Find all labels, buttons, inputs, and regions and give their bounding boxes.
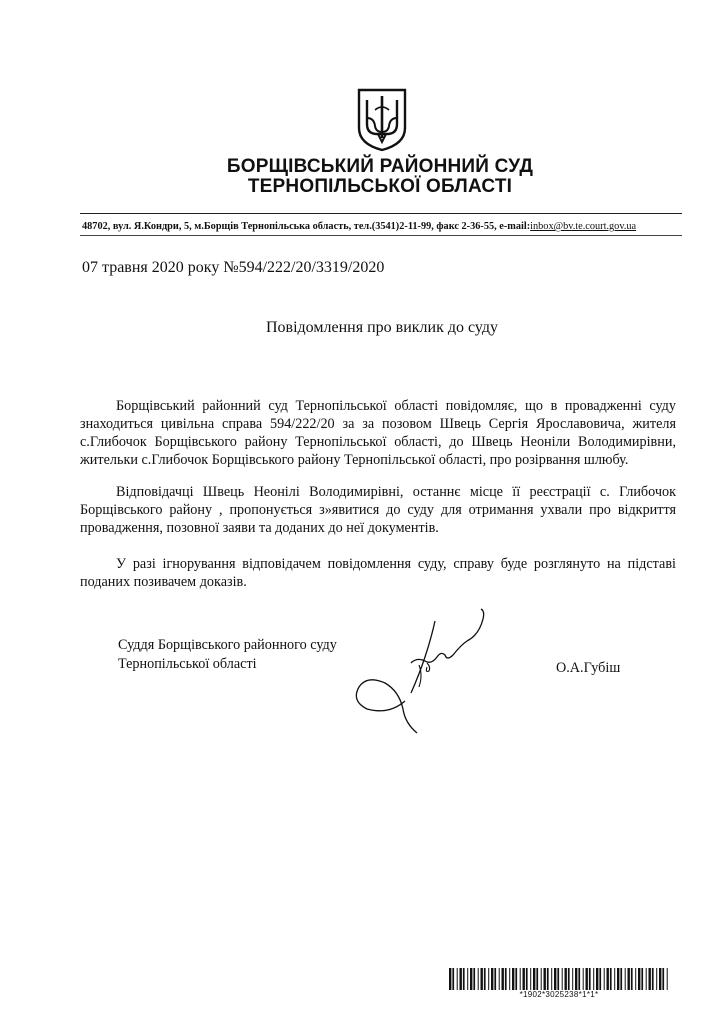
court-email-link[interactable]: inbox@bv.te.court.gov.ua [530, 221, 637, 232]
court-address [82, 221, 682, 232]
paragraph-3-text: У разі ігнорування відповідачем повідомлення суду, справу буде розглянуто на підставі поданих позивачем доказів. [80, 556, 676, 590]
trident-coat-of-arms-icon [357, 88, 407, 152]
body-paragraph-3 [80, 555, 676, 591]
judge-name: О.А.Губіш [556, 660, 621, 676]
body-paragraph-2 [80, 483, 676, 537]
judge-title-line2: Тернопільської області [118, 656, 257, 672]
judge-title-line1: Суддя Борщівського районного суду [118, 637, 337, 653]
court-name-line2: ТЕРНОПІЛЬСЬКОЇ ОБЛАСТІ [247, 176, 513, 197]
barcode-number: *1902*3025238*1*1* [519, 990, 599, 999]
document-title: Повідомлення про виклик до суду [265, 319, 499, 336]
judge-title [118, 636, 337, 674]
document-date-number: 07 травня 2020 року №594/222/20/3319/2020 [82, 259, 385, 276]
paragraph-2-text: Відповідачці Швець Неонілі Володимирівні, останнє місце її реєстрації с. Глибочок Борщівського району , пропонується з»явитися до суду для отримання ухвали про відкриття провадження, позовної заяви та доданих до неї документів. [80, 484, 676, 536]
paragraph-1-text: Борщівський районний суд Тернопільської області повідомляє, що в провадженні суду знаходиться цивільна справа 594/222/20 за за позовом Швець Сергія Ярославовича, жителя с.Глибочок Борщівського району Тернопільської області, до Швець Неоніли Володимирівни, жительки с.Глибочок Борщівського району Тернопільської області, про розірвання шлюбу. [80, 398, 676, 468]
barcode [449, 968, 669, 990]
address-divider [80, 235, 682, 236]
header-divider [80, 213, 682, 214]
court-name-line1: БОРЩІВСЬКИЙ РАЙОННИЙ СУД [226, 156, 534, 177]
body-paragraph-1 [80, 397, 676, 469]
handwritten-signature [345, 605, 505, 740]
address-text: 48702, вул. Я.Кондри, 5, м.Борщів Тернопільська область, тел.(3541)2-11-99, факс 2-36-55, e-mail: [82, 221, 531, 232]
